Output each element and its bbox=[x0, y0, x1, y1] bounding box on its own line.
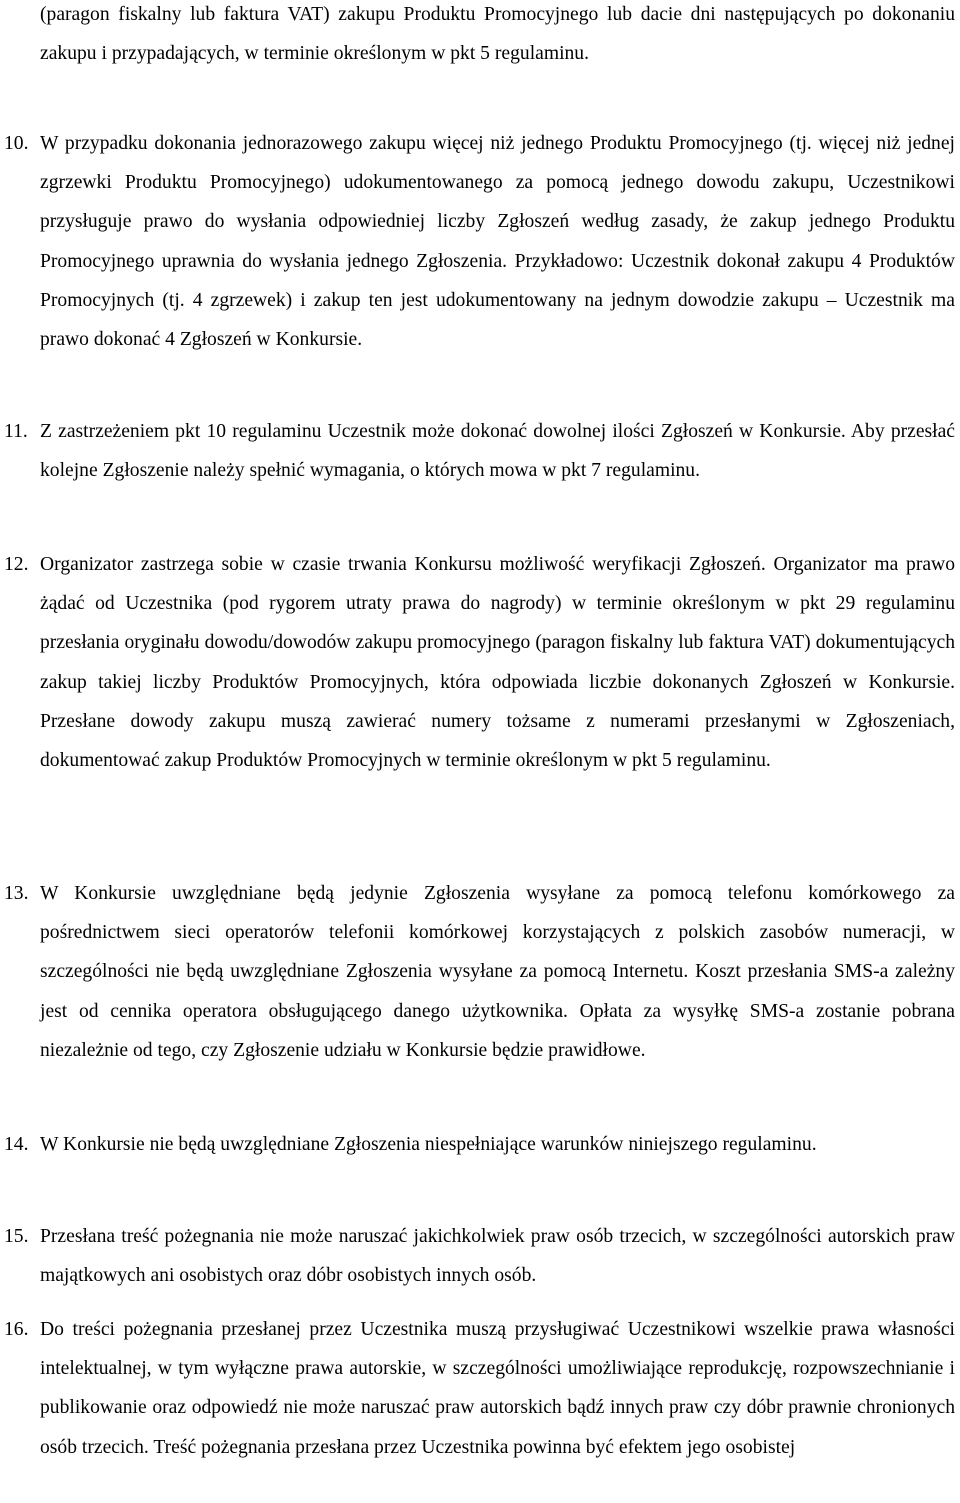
item-text: W przypadku dokonania jednorazowego zakupu więcej niż jednego Produktu Promocyjnego (tj. więcej niż jednej zgrzewki Produktu Promocyjnego) udokumentowanego za pomocą jednego dowodu zakupu, Uczestnikowi przysługuje prawo do wysłania odpowiedniej liczby Zgłoszeń według zasady, że zakup jednego Produktu Promocyjnego uprawnia do wysłania jednego Zgłoszenia. Przykładowo: Uczestnik dokonał zakupu 4 Produktów Promocyjnych (tj. 4 zgrzewek) i zakup ten jest udokumentowany na jednym dowodzie zakupu – Uczestnik ma prawo dokonać 4 Zgłoszeń w Konkursie. bbox=[40, 133, 955, 351]
item-number: 15. bbox=[4, 1226, 29, 1247]
item-number: 10. bbox=[4, 133, 29, 154]
item-number: 16. bbox=[4, 1319, 29, 1340]
item-text: W Konkursie uwzględniane będą jedynie Zgłoszenia wysyłane za pomocą telefonu komórkowego za pośrednictwem sieci operatorów telefonii komórkowej korzystających z polskich zasobów numeracji, w szczególności nie będą uwzględniane Zgłoszenia wysyłane za pomocą Internetu. Koszt przesłania SMS-a zależny jest od cennika operatora obsługującego danego użytkownika. Opłata za wysyłkę SMS-a zostanie pobrana niezależnie od tego, czy Zgłoszenie udziału w Konkursie będzie prawidłowe. bbox=[40, 883, 955, 1061]
item-text: Organizator zastrzega sobie w czasie trwania Konkursu możliwość weryfikacji Zgłoszeń. Organizator ma prawo żądać od Uczestnika (pod rygorem utraty prawa do nagrody) w terminie określonym w pkt 29 regulaminu przesłania oryginału dowodu/dowodów zakupu promocyjnego (paragon fiskalny lub faktura VAT) dokumentujących zakup takiej liczby Produktów Promocyjnych, która odpowiada liczbie dokonanych Zgłoszeń w Konkursie. Przesłane dowody zakupu muszą zawierać numery tożsame z numerami przesłanymi w Zgłoszeniach, dokumentować zakup Produktów Promocyjnych w terminie określonym w pkt 5 regulaminu. bbox=[40, 554, 955, 772]
item-text: Z zastrzeżeniem pkt 10 regulaminu Uczestnik może dokonać dowolnej ilości Zgłoszeń w Konkursie. Aby przesłać kolejne Zgłoszenie należy spełnić wymagania, o których mowa w pkt 7 regulaminu. bbox=[40, 421, 955, 482]
item-text: W Konkursie nie będą uwzględniane Zgłoszenia niespełniające warunków niniejszego regulaminu. bbox=[40, 1134, 817, 1155]
item-text: Przesłana treść pożegnania nie może naruszać jakichkolwiek praw osób trzecich, w szczególności autorskich praw majątkowych ani osobistych oraz dóbr osobistych innych osób. bbox=[40, 1226, 955, 1287]
item-text: Do treści pożegnania przesłanej przez Uczestnika muszą przysługiwać Uczestnikowi wszelkie prawa własności intelektualnej, w tym wyłączne prawa autorskie, w szczególności umożliwiające reprodukcję, rozpowszechnianie i publikowanie oraz odpowiedź nie może naruszać praw autorskich bądź innych praw czy dóbr prawnie chronionych osób trzecich. Treść pożegnania przesłana przez Uczestnika powinna być efektem jego osobistej bbox=[40, 1319, 955, 1458]
item-number: 13. bbox=[4, 883, 29, 904]
item-number: 14. bbox=[4, 1134, 29, 1155]
paragraph-text: (paragon fiskalny lub faktura VAT) zakupu Produktu Promocyjnego lub dacie dni następujących po dokonaniu zakupu i przypadających, w terminie określonym w pkt 5 regulaminu. bbox=[40, 4, 955, 65]
item-number: 11. bbox=[4, 421, 28, 442]
item-number: 12. bbox=[4, 554, 29, 575]
